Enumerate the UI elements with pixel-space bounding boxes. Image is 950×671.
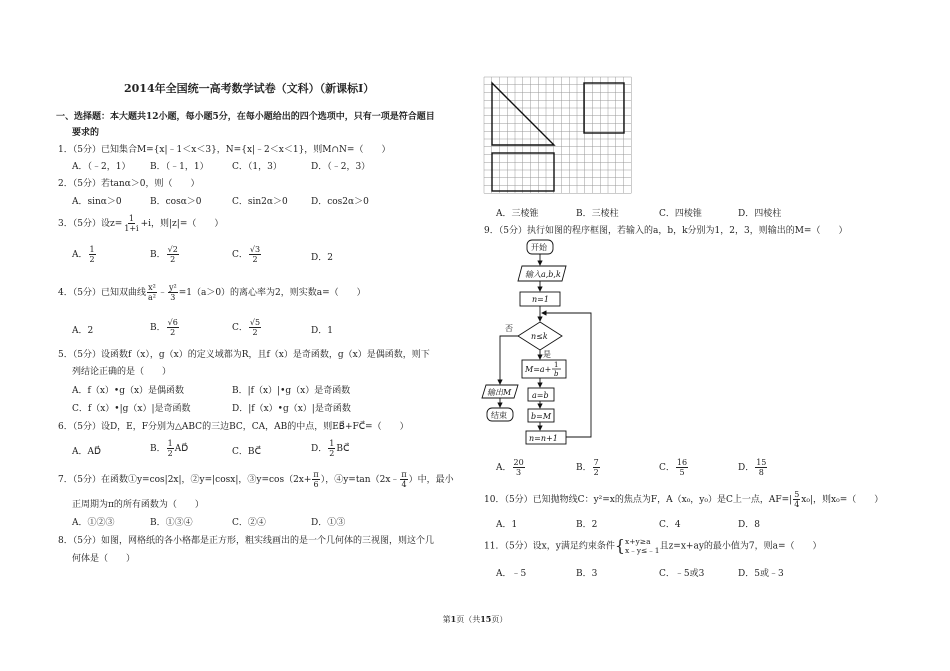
q4-option-a[interactable] — [72, 323, 93, 336]
q10-frac-num: 5 — [794, 490, 800, 499]
q3-option-b-num: √2 — [167, 245, 178, 254]
program-flowchart — [470, 236, 610, 451]
q3-option-c-label: C． — [232, 250, 248, 260]
q3-option-c-num: √3 — [249, 245, 261, 254]
q3-option-a-frac — [89, 245, 96, 264]
q5-option-c[interactable]: C．f（x）•|g（x）|是奇函数 — [72, 404, 191, 414]
q9-option-d-label: D． — [738, 463, 755, 473]
q3-option-b-frac — [167, 245, 179, 264]
q4-option-b-frac — [167, 318, 179, 337]
q3-option-b[interactable] — [150, 245, 180, 264]
flow-step1-den: b — [554, 370, 559, 378]
question-5-line1: 5．（5分）设函数f（x），g（x）的定义域都为R，且f（x）是奇函数，g（x）是偶函数，则下 — [58, 350, 430, 360]
q11-brace: { — [614, 536, 626, 555]
q7-pre: 7．（5分）在函数①y=cos|2x|，②y=|cosx|，③y=cos（2x+ — [58, 475, 312, 485]
q1-option-a[interactable]: A．（﹣2，1） — [72, 162, 131, 172]
flow-end-label: 结束 — [491, 411, 507, 420]
q4-option-d-label: D． — [311, 326, 328, 336]
q9-option-a-den: 3 — [516, 468, 522, 477]
q11-option-c[interactable]: C．﹣5或3 — [659, 569, 705, 579]
section-heading-line1: 一、选择题：本大题共12小题，每小题5分，在每小题给出的四个选项中，只有一项是符合题目 — [56, 112, 435, 122]
q9-option-a-label: A． — [496, 463, 512, 473]
q5-option-a[interactable]: A．f（x）•g（x）是偶函数 — [72, 386, 185, 396]
q10-frac-den: 4 — [794, 500, 800, 509]
q6-option-d-frac — [328, 439, 335, 458]
q4-option-a-label: A． — [72, 326, 88, 336]
q7-frac2 — [400, 470, 407, 489]
question-8-line1: 8．（5分）如图，网格纸的各小格都是正方形，粗实线画出的是一个几何体的三视图，则这个几 — [58, 536, 434, 546]
footer-mid: 页（共 — [456, 615, 481, 624]
q6-option-b-label: B． — [150, 444, 166, 454]
q7-frac1 — [312, 470, 319, 489]
q11-constraint-system — [615, 537, 660, 555]
q7-option-d[interactable]: D．①③ — [311, 518, 346, 528]
page-footer — [0, 614, 950, 625]
footer-pre: 第 — [442, 615, 451, 624]
q4-frac2-den: 3 — [170, 293, 176, 302]
q11-option-a[interactable]: A．﹣5 — [496, 569, 527, 579]
q11-constraint-1: x+y≥a — [625, 537, 651, 546]
q7-option-a[interactable]: A．①②③ — [72, 518, 115, 528]
q7-post: ）中，最小 — [408, 475, 454, 485]
q11-option-b[interactable]: B．3 — [576, 569, 598, 579]
q3-option-c[interactable] — [232, 245, 262, 264]
q3-option-b-den: 2 — [170, 255, 176, 264]
q6-option-a[interactable] — [72, 444, 101, 457]
q3-option-a[interactable] — [72, 245, 97, 264]
q11-option-d[interactable]: D．5或﹣3 — [738, 569, 784, 579]
q4-frac1-num: x² — [148, 283, 156, 292]
q4-option-b-label: B． — [150, 323, 166, 333]
q5-option-b[interactable]: B．|f（x）|•g（x）是奇函数 — [232, 386, 351, 396]
q6-option-b-frac — [167, 439, 174, 458]
q8-option-d[interactable]: D．四棱柱 — [738, 209, 782, 219]
question-2: 2．（5分）若tanα＞0，则（ ） — [58, 179, 200, 189]
q4-option-c-den: 2 — [252, 328, 258, 337]
question-3 — [58, 214, 223, 233]
q9-option-b[interactable] — [576, 458, 601, 477]
q6-option-a-text: AD⃗ — [87, 447, 101, 457]
q4-frac2-num: y² — [168, 283, 177, 292]
q6-option-b-suffix: AD⃗ — [174, 444, 189, 454]
exam-title: 2014年全国统一高考数学试卷（文科）（新课标Ⅰ） — [124, 82, 375, 95]
question-10 — [484, 490, 883, 509]
flow-step2-label: a=b — [532, 391, 549, 400]
q9-option-d-frac — [755, 458, 767, 477]
q9-option-c-num: 16 — [676, 458, 688, 467]
q5-option-d[interactable]: D．|f（x）•g（x）|是奇函数 — [232, 404, 351, 414]
q11-constraint-2: x﹣y≤﹣1 — [625, 546, 660, 555]
q9-option-d[interactable] — [738, 458, 768, 477]
q1-option-c[interactable]: C．（1，3） — [232, 162, 282, 172]
q6-option-c[interactable] — [232, 444, 261, 457]
q6-option-b[interactable] — [150, 439, 188, 458]
q4-option-c[interactable] — [232, 318, 262, 337]
q9-option-c-frac — [676, 458, 688, 477]
q2-option-c[interactable]: C．sin2α＞0 — [232, 197, 288, 207]
q6-option-a-label: A． — [72, 447, 88, 457]
q8-option-b[interactable]: B．三棱柱 — [576, 209, 619, 219]
q3-pre: 3．（5分）设z= — [58, 219, 123, 229]
q4-frac1 — [147, 283, 157, 302]
q3-option-a-label: A． — [72, 250, 88, 260]
q7-option-b[interactable]: B．①③④ — [150, 518, 193, 528]
q4-option-a-text: 2 — [87, 326, 94, 336]
q6-option-d-num: 1 — [329, 439, 335, 448]
q7-mid: ），④y=tan（2x﹣ — [320, 475, 400, 485]
q4-option-b-den: 2 — [170, 328, 176, 337]
q7-frac2-num: π — [401, 470, 407, 479]
q3-fraction-num: 1 — [128, 214, 134, 223]
q11-pre: 11．（5分）设x，y满足约束条件 — [484, 541, 615, 552]
q3-fraction-den: 1+i — [124, 224, 139, 233]
q6-option-d-suffix: BC⃗ — [336, 444, 350, 454]
flow-cond-label: n≤k — [531, 332, 548, 341]
q11-constraints — [625, 537, 660, 555]
question-9: 9．（5分）执行如图的程序框图，若输入的a，b，k分别为1，2，3，则输出的M=（ ） — [484, 226, 848, 236]
q9-option-c-den: 5 — [679, 468, 685, 477]
q2-option-a[interactable]: A．sinα＞0 — [72, 197, 122, 207]
grid-lines — [484, 77, 631, 193]
question-8-line2: 何体是（ ） — [72, 554, 136, 564]
q3-post: +i，则|z|=（ ） — [140, 219, 224, 229]
q9-option-c[interactable] — [659, 458, 689, 477]
q6-option-d-den: 2 — [329, 449, 335, 458]
q4-post: =1（a＞0）的离心率为2，则实数a=（ ） — [178, 288, 366, 298]
q6-option-b-num: 1 — [167, 439, 173, 448]
q4-pre: 4．（5分）已知双曲线 — [58, 288, 146, 298]
q7-frac1-num: π — [313, 470, 319, 479]
question-11 — [484, 537, 822, 555]
q9-option-b-frac — [593, 458, 600, 477]
q3-option-a-num: 1 — [89, 245, 95, 254]
q9-option-c-label: C． — [659, 463, 675, 473]
q3-option-c-den: 2 — [252, 255, 258, 264]
q4-option-c-num: √5 — [249, 318, 261, 327]
question-7 — [58, 470, 454, 489]
q10-option-d[interactable]: D．8 — [738, 520, 760, 530]
question-1: 1．（5分）已知集合M={x|﹣1＜x＜3}，N={x|﹣2＜x＜1}，则M∩N=（ ） — [58, 145, 391, 155]
q3-option-a-den: 2 — [89, 255, 95, 264]
flow-yes-label: 是 — [543, 350, 551, 359]
q3-option-d-label: D． — [311, 253, 328, 263]
flow-output-label: 输出M — [487, 388, 512, 397]
q2-option-d[interactable]: D．cos2α＞0 — [311, 197, 369, 207]
question-4 — [58, 283, 366, 302]
q4-option-b-num: √6 — [167, 318, 178, 327]
q4-option-c-label: C． — [232, 323, 248, 333]
q9-option-a[interactable] — [496, 458, 526, 477]
q10-option-a[interactable]: A．1 — [496, 520, 518, 530]
q9-option-b-num: 7 — [593, 458, 599, 467]
flow-step3-label: b=M — [531, 412, 552, 421]
section-heading-line2: 要求的 — [72, 128, 100, 138]
q1-option-d[interactable]: D．（﹣2，3） — [311, 162, 371, 172]
q10-option-c[interactable]: C．4 — [659, 520, 681, 530]
q4-frac1-den: a² — [147, 293, 156, 302]
q6-option-c-text: BC⃗ — [247, 447, 261, 457]
q10-option-b[interactable]: B．2 — [576, 520, 598, 530]
q4-mid: ﹣ — [157, 288, 167, 298]
q6-option-b-den: 2 — [167, 449, 173, 458]
q6-option-d[interactable] — [311, 439, 349, 458]
q4-option-d[interactable] — [311, 323, 333, 336]
flow-no-line — [500, 336, 518, 384]
question-6: 6．（5分）设D，E，F分别为△ABC的三边BC，CA，AB的中点，则EB⃗+FC⃗=（ ） — [58, 422, 409, 432]
flow-step4-label: n=n+1 — [529, 434, 558, 443]
q4-option-c-frac — [249, 318, 261, 337]
q7-frac2-den: 4 — [401, 480, 407, 489]
q7-option-c[interactable]: C．②④ — [232, 518, 266, 528]
q10-post: x₀|，则x₀=（ ） — [801, 495, 884, 505]
q11-post: 且z=x+ay的最小值为7，则a=（ ） — [659, 541, 822, 552]
q7-frac1-den: 6 — [313, 480, 319, 489]
question-5-line2: 列结论正确的是（ ） — [72, 367, 172, 377]
q4-option-b[interactable] — [150, 318, 180, 337]
q8-option-a[interactable]: A．三棱锥 — [496, 209, 539, 219]
q9-option-a-frac — [513, 458, 525, 477]
flow-input-label: 输入a,b,k — [525, 270, 561, 279]
q3-option-d[interactable] — [311, 250, 333, 263]
flow-step1-label: M=a+ — [525, 365, 552, 374]
flow-init-label: n=1 — [532, 295, 549, 304]
q9-option-b-den: 2 — [593, 468, 599, 477]
q3-fraction — [123, 214, 139, 233]
q6-option-d-label: D． — [311, 444, 328, 454]
question-7-line2: 正周期为π的所有函数为（ ） — [72, 500, 204, 510]
q6-option-c-label: C． — [232, 447, 248, 457]
flow-step1-num: 1 — [554, 361, 559, 369]
footer-total-pages: 15 — [480, 614, 492, 624]
three-view-grid-figure — [482, 75, 637, 198]
q3-option-c-frac — [249, 245, 261, 264]
q10-frac — [793, 490, 800, 509]
q8-option-c[interactable]: C．四棱锥 — [659, 209, 702, 219]
flow-start-label: 开始 — [531, 243, 547, 252]
q9-option-a-num: 20 — [513, 458, 524, 467]
q3-option-b-label: B． — [150, 250, 166, 260]
q2-option-b[interactable]: B．cosα＞0 — [150, 197, 202, 207]
flow-no-label: 否 — [505, 324, 513, 333]
q1-option-b[interactable]: B．（﹣1，1） — [150, 162, 209, 172]
q9-option-d-den: 8 — [758, 468, 764, 477]
q3-option-d-text: 2 — [327, 253, 333, 263]
q4-frac2 — [168, 283, 178, 302]
q4-option-d-text: 1 — [327, 326, 333, 336]
q10-pre: 10．（5分）已知抛物线C：y²=x的焦点为F，A（x₀，y₀）是C上一点，AF=| — [484, 495, 793, 505]
footer-page-number: 1 — [450, 614, 457, 624]
q9-option-d-num: 15 — [756, 458, 767, 467]
q9-option-b-label: B． — [576, 463, 592, 473]
footer-post: 页） — [491, 615, 508, 624]
